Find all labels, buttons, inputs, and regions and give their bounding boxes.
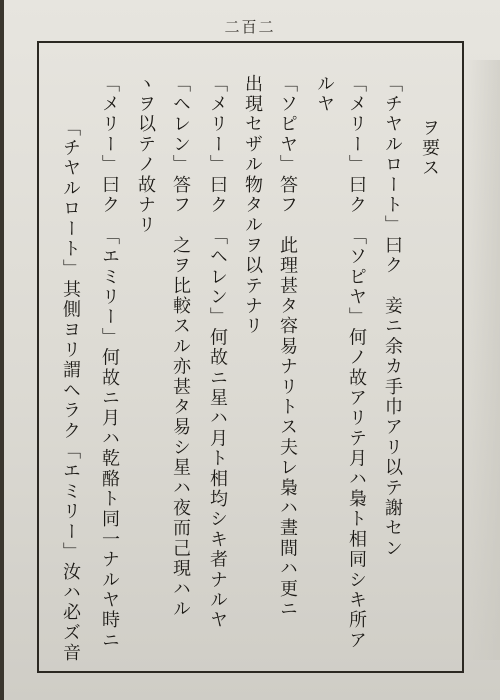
text-column-11: 「チヤルロート」其側ヨリ謂ヘラク「エミリー」汝ハ必ズ音: [60, 118, 81, 664]
text-column-8: 「ヘレン」答フ 之ヲ比較スル亦甚タ易シ星ハ夜而己現ハル: [170, 74, 191, 620]
page-edge-shadow: [0, 0, 4, 700]
text-column-6: 出現セザル物タルヲ以テナリ: [242, 74, 263, 337]
text-column-3: 「メリー」曰ク 「ソピヤ」何ノ故アリテ月ハ梟ト相同シキ所ア: [346, 74, 367, 651]
text-column-1: ヲ要ス: [419, 118, 440, 179]
text-column-9: ヽヲ以テノ故ナリ: [135, 74, 156, 236]
bleed-through-strip: [464, 60, 500, 660]
page-number: 二百二: [224, 18, 276, 36]
text-column-10: 「メリー」曰ク 「エミリー」何故ニ月ハ乾酪ト同一ナルヤ時ニ: [99, 74, 120, 651]
text-column-7: 「メリー」曰ク 「ヘレン」何故ニ星ハ月ト相均シキ者ナルヤ: [207, 74, 228, 631]
text-column-4: ルヤ: [314, 74, 335, 115]
text-column-5: 「ソピヤ」答フ 此理甚タ容易ナリトス夫レ梟ハ晝間ハ更ニ: [277, 74, 298, 620]
text-column-2: 「チヤルロート」曰ク 妾ニ余カ手巾アリ以テ謝セン: [382, 74, 403, 559]
